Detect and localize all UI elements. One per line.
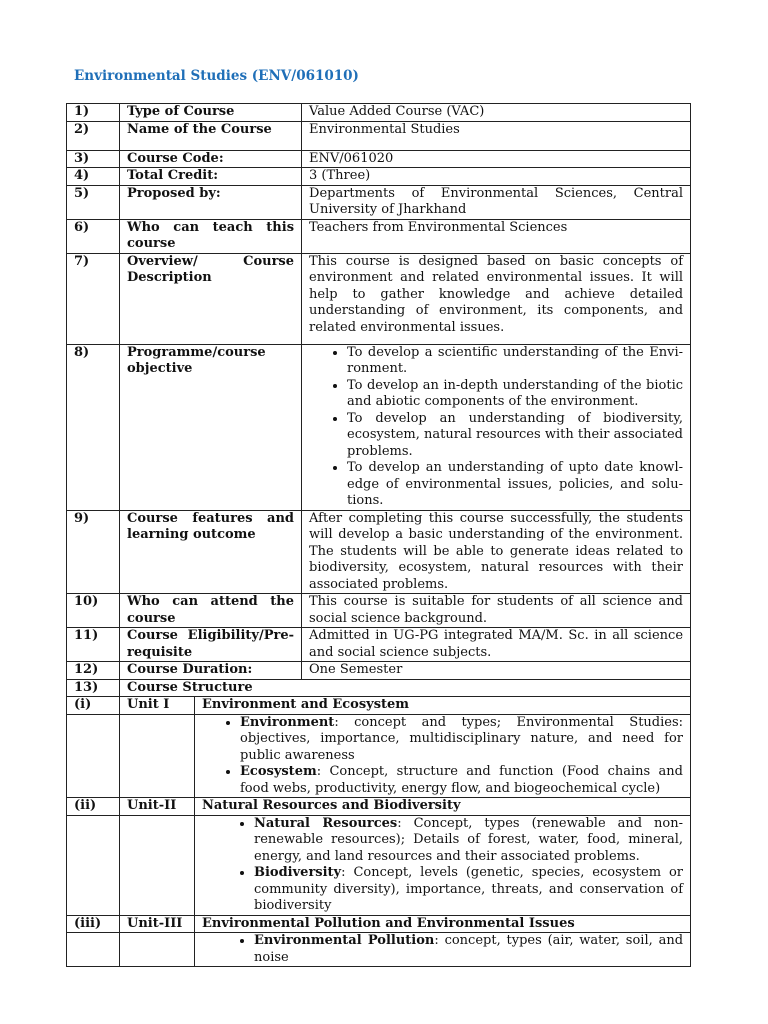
unit-number: (ii) [67, 798, 120, 816]
row-number: 5) [67, 185, 120, 219]
table-row [67, 679, 691, 697]
table-row [67, 662, 691, 680]
table-row [67, 594, 691, 628]
row-label: Type of Course [120, 104, 302, 122]
row-number: 2) [67, 121, 120, 150]
table-row [67, 253, 691, 344]
row-label: Who can teach this course [120, 219, 302, 253]
empty-cell [120, 815, 195, 915]
row-value: This course is suitable for students of all science and social science background. [302, 594, 691, 628]
row-value: This course is designed based on basic concepts of environment and related environmental issues. It will help to gather knowledge and achieve detailed understanding of environment, its components, and related environmental issues. [302, 253, 691, 344]
unit-content [195, 815, 691, 915]
table-row [67, 104, 691, 122]
topic-text: : Concept, types (renewable and non-renewable resources); Details of forest, water, food, mineral, energy, and land resources and their associated problems. [254, 815, 684, 864]
unit-header-row [67, 697, 691, 715]
table-row [67, 168, 691, 186]
unit-header-row [67, 915, 691, 933]
row-number: 12) [67, 662, 120, 680]
list-item [240, 715, 683, 765]
empty-cell [120, 933, 195, 967]
list-item: • To develop an understanding of upto date knowledge of environmental issues, policies, and solutions. [347, 460, 683, 510]
row-value: Teachers from Environmental Sciences [302, 219, 691, 253]
unit-heading: Environmental Pollution and Environmental Issues [195, 915, 691, 933]
objective-list-cell [302, 344, 691, 510]
row-value: One Semester [302, 662, 691, 680]
topic-keyword: Environment [240, 714, 335, 730]
course-table [66, 103, 691, 967]
row-label: Overview/ Course Description [120, 253, 302, 344]
list-item [254, 865, 683, 915]
row-number: 11) [67, 628, 120, 662]
row-value: Environmental Studies [302, 121, 691, 150]
list-item: • To develop an understanding of biodiversity, ecosystem, natural resources with their associated problems. [347, 411, 683, 461]
unit-topic-list [202, 933, 683, 966]
row-number: 6) [67, 219, 120, 253]
table-row [67, 510, 691, 594]
unit-label: Unit-II [120, 798, 195, 816]
topic-keyword: Ecosystem [240, 764, 317, 779]
unit-topic-list [202, 816, 683, 915]
table-row [67, 121, 691, 150]
row-label: Name of the Course [120, 121, 302, 150]
row-number: 4) [67, 168, 120, 186]
table-row [67, 628, 691, 662]
objective-list [309, 345, 683, 510]
course-structure-heading: Course Structure [120, 679, 691, 697]
table-row [67, 219, 691, 253]
topic-text: : Concept, levels (genetic, species, ecosystem or community diversity), importance, threats, and conservation of biodiversity [254, 865, 684, 913]
unit-content-row [67, 714, 691, 798]
unit-content-row [67, 815, 691, 915]
unit-topic-list [202, 715, 683, 798]
table-row [67, 344, 691, 510]
empty-cell [67, 815, 120, 915]
row-label: Programme/course objective [120, 344, 302, 510]
unit-heading: Environment and Ecosystem [195, 697, 691, 715]
list-item [254, 933, 683, 966]
list-item [240, 764, 683, 797]
row-number: 8) [67, 344, 120, 510]
topic-keyword: Biodiversity [254, 865, 342, 880]
unit-content [195, 714, 691, 798]
row-label: Course features and learning outcome [120, 510, 302, 594]
row-number: 1) [67, 104, 120, 122]
row-label: Who can attend the course [120, 594, 302, 628]
unit-header-row [67, 798, 691, 816]
row-number: 3) [67, 150, 120, 168]
row-label: Proposed by: [120, 185, 302, 219]
row-value: Value Added Course (VAC) [302, 104, 691, 122]
unit-content-row [67, 933, 691, 967]
topic-text: : concept, types (air, water, soil, and noise [254, 933, 684, 965]
row-label: Course Code: [120, 150, 302, 168]
topic-text: : concept and types; Environmental Studies: objectives, importance, multidisciplinary nature, and need for public awareness [240, 714, 684, 763]
unit-label: Unit-III [120, 915, 195, 933]
empty-cell [67, 714, 120, 798]
unit-content [195, 933, 691, 967]
row-label: Course Duration: [120, 662, 302, 680]
row-label: Total Credit: [120, 168, 302, 186]
empty-cell [67, 933, 120, 967]
row-number: 13) [67, 679, 120, 697]
topic-text: : Concept, structure and function (Food chains and food webs, productivity, energy flow, and biogeochemical cycle) [240, 764, 684, 796]
unit-number: (iii) [67, 915, 120, 933]
table-row [67, 185, 691, 219]
row-number: 7) [67, 253, 120, 344]
row-value: After completing this course successfully, the students will develop a basic understanding of the environment. The students will be able to generate ideas related to biodiversity, ecosystem, natural resources with their associated problems. [302, 510, 691, 594]
list-item: • To develop a scientific understanding of the Environment. [347, 345, 683, 378]
document-title: Environmental Studies (ENV/061010) [74, 68, 359, 84]
list-item [254, 816, 683, 866]
topic-keyword: Environmental Pollution [254, 933, 435, 948]
row-label: Course Eligibility/Pre-requisite [120, 628, 302, 662]
unit-heading: Natural Resources and Biodiversity [195, 798, 691, 816]
topic-keyword: Natural Resources [254, 815, 398, 831]
table-row [67, 150, 691, 168]
row-value: Departments of Environmental Sciences, Central University of Jharkhand [302, 185, 691, 219]
row-number: 10) [67, 594, 120, 628]
empty-cell [120, 714, 195, 798]
unit-label: Unit I [120, 697, 195, 715]
unit-number: (i) [67, 697, 120, 715]
row-value: Admitted in UG-PG integrated MA/M. Sc. in all science and social science subjects. [302, 628, 691, 662]
row-value: ENV/061020 [302, 150, 691, 168]
list-item: • To develop an in-depth understanding of the biotic and abiotic components of the environment. [347, 378, 683, 411]
row-value: 3 (Three) [302, 168, 691, 186]
row-number: 9) [67, 510, 120, 594]
